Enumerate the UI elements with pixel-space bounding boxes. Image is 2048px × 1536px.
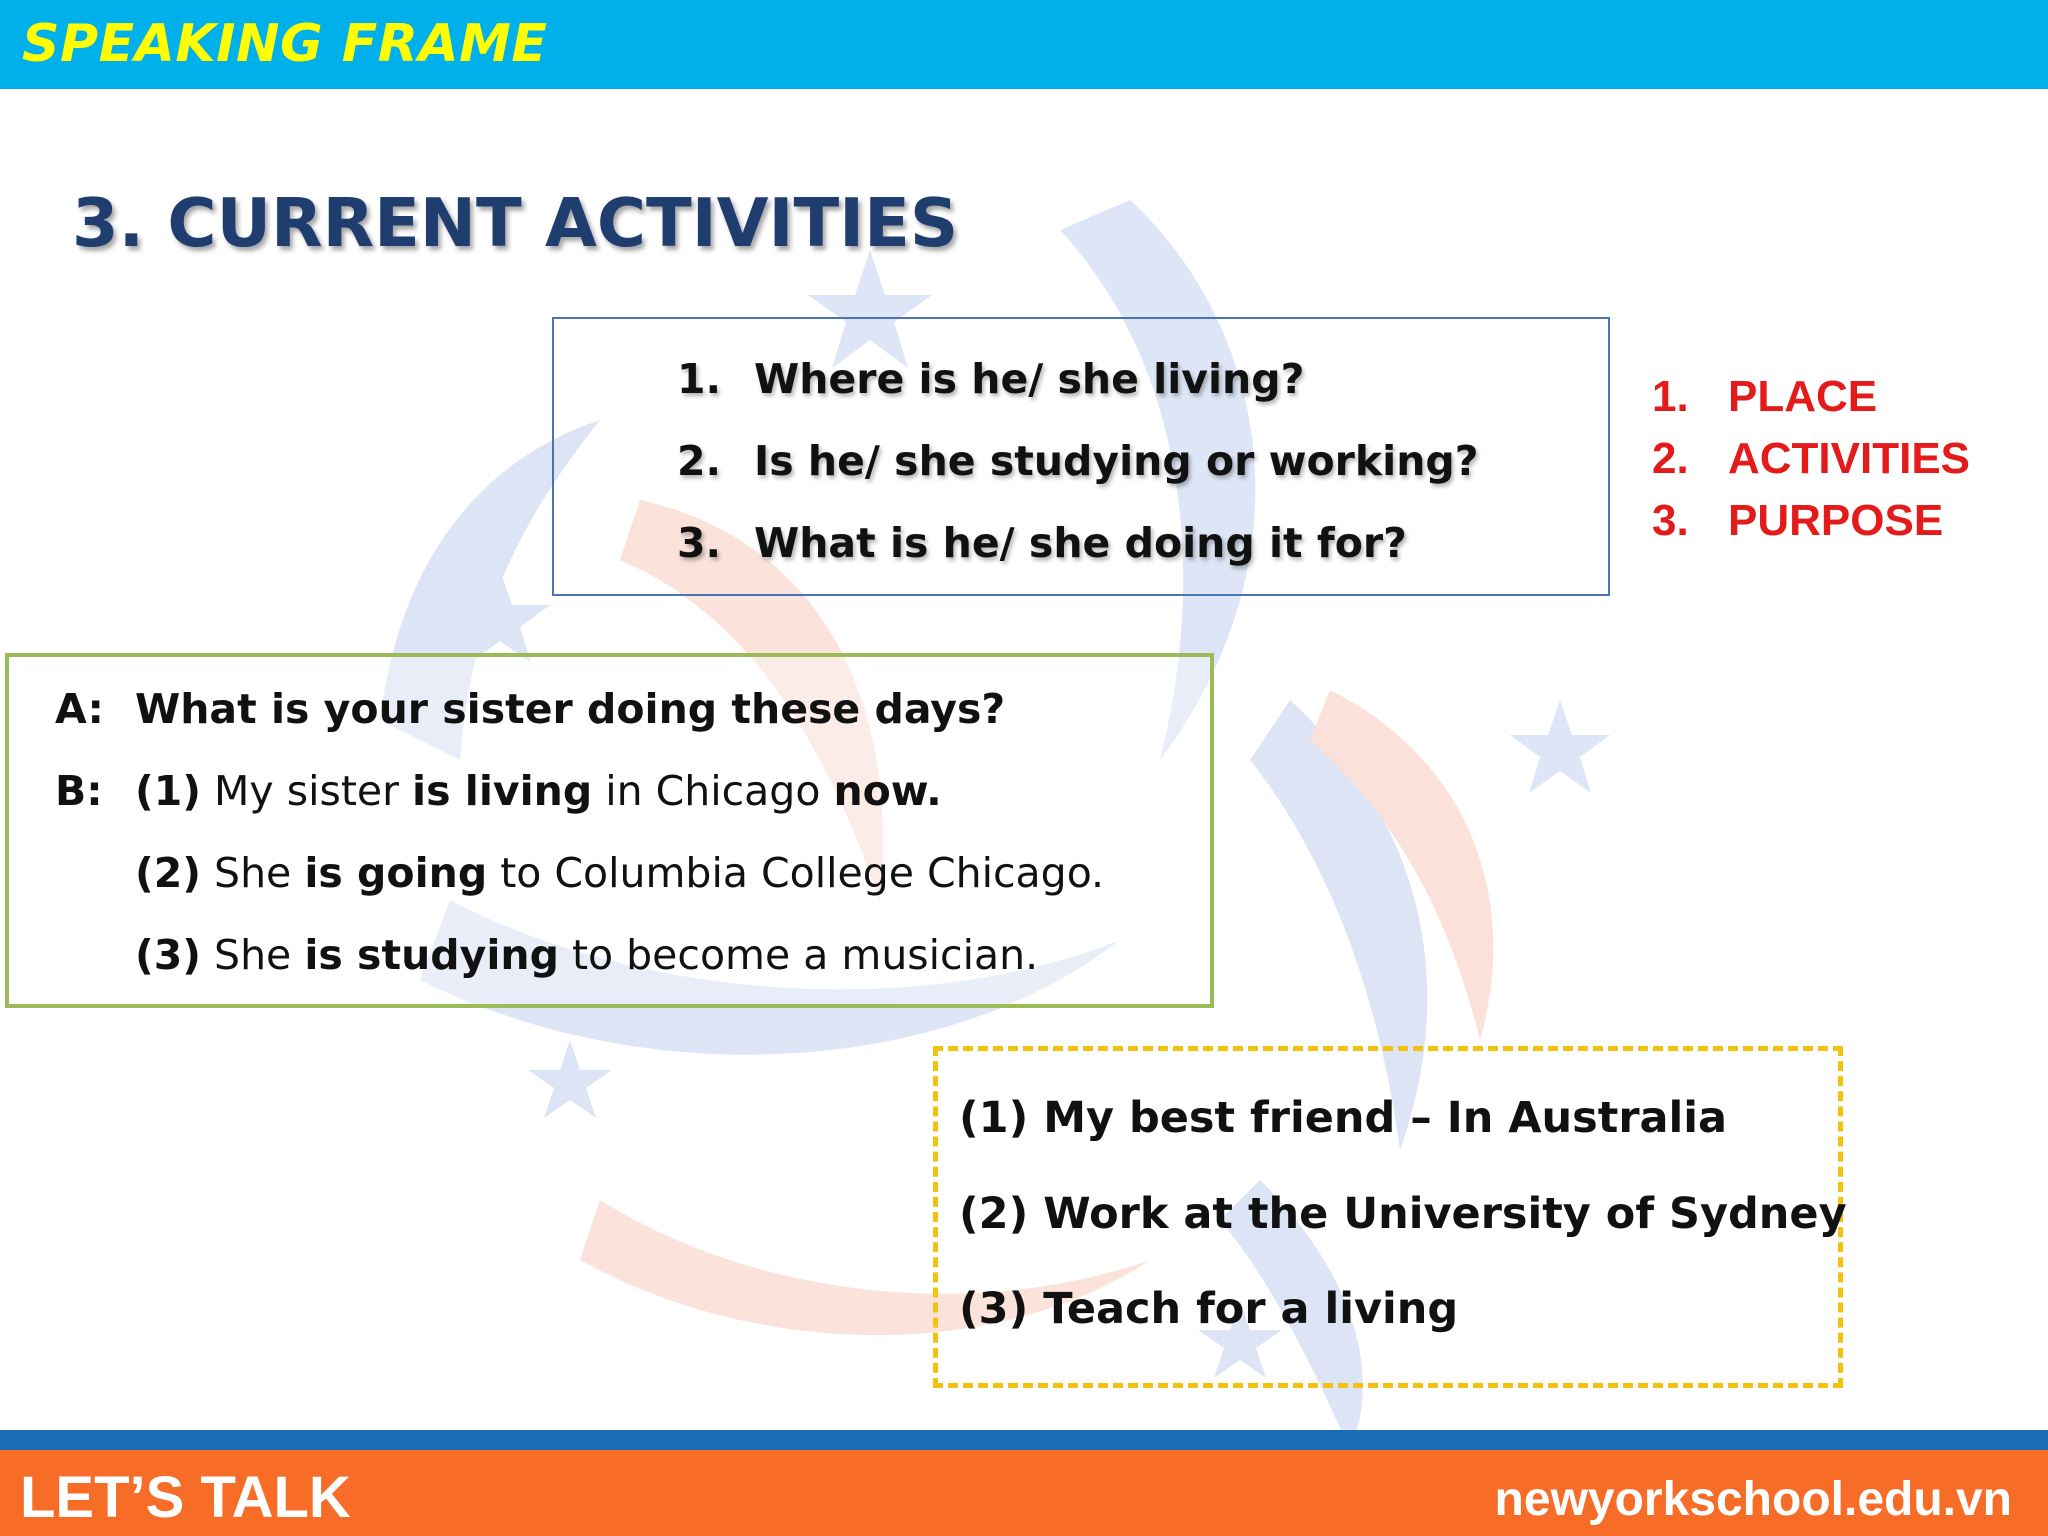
top-banner bbox=[0, 0, 2048, 89]
question-item bbox=[677, 355, 1304, 403]
answer-text: She bbox=[201, 931, 305, 979]
practice-item: (1) My best friend – In Australia bbox=[959, 1093, 1728, 1143]
answer-number: (1) bbox=[135, 767, 202, 815]
footer-divider bbox=[0, 1430, 2048, 1450]
category-item bbox=[1652, 428, 1970, 490]
practice-item: (2) Work at the University of Sydney bbox=[959, 1189, 1847, 1239]
answer-text: to become a musician. bbox=[558, 931, 1039, 979]
question-text: Where is he/ she living? bbox=[754, 355, 1305, 403]
speaker-a-label: A: bbox=[55, 685, 104, 733]
answer-text: in Chicago bbox=[592, 767, 834, 815]
answer-text: My sister bbox=[201, 767, 413, 815]
category-label: PLACE bbox=[1728, 372, 1878, 421]
category-label: PURPOSE bbox=[1728, 496, 1944, 545]
answer-emphasis: now. bbox=[833, 767, 942, 815]
question-text: What is he/ she doing it for? bbox=[754, 519, 1407, 567]
category-label: ACTIVITIES bbox=[1728, 434, 1971, 483]
answer-text: She bbox=[201, 849, 305, 897]
question-item bbox=[677, 437, 1479, 485]
answer-number: (2) bbox=[135, 849, 202, 897]
footer-bar bbox=[0, 1450, 2048, 1536]
practice-item: (3) Teach for a living bbox=[959, 1284, 1459, 1334]
category-number: 1. bbox=[1652, 372, 1689, 421]
footer-brand: LET’S TALK bbox=[20, 1465, 351, 1530]
practice-prompt-box bbox=[933, 1046, 1847, 1388]
question-number: 1. bbox=[677, 355, 722, 403]
answer-verb: is studying bbox=[304, 931, 559, 979]
category-number: 2. bbox=[1652, 434, 1689, 483]
category-number: 3. bbox=[1652, 496, 1689, 545]
question-text: Is he/ she studying or working? bbox=[754, 437, 1479, 485]
category-list bbox=[1652, 366, 1970, 552]
banner-title: SPEAKING FRAME bbox=[22, 14, 548, 74]
sample-dialog-box bbox=[5, 653, 1214, 1008]
speaker-b-label: B: bbox=[55, 767, 103, 815]
question-number: 3. bbox=[677, 519, 722, 567]
footer-website: newyorkschool.edu.vn bbox=[1494, 1473, 2012, 1526]
answer-verb: is living bbox=[412, 767, 593, 815]
answer-line bbox=[135, 931, 1038, 979]
answer-verb: is going bbox=[304, 849, 488, 897]
answer-line bbox=[135, 849, 1104, 897]
question-number: 2. bbox=[677, 437, 722, 485]
answer-text: to Columbia College Chicago. bbox=[487, 849, 1105, 897]
answer-number: (3) bbox=[135, 931, 202, 979]
speaker-a-question: What is your sister doing these days? bbox=[135, 685, 1006, 733]
category-item bbox=[1652, 490, 1970, 552]
section-heading: 3. CURRENT ACTIVITIES bbox=[72, 184, 959, 262]
guiding-questions-box bbox=[552, 317, 1610, 596]
answer-line bbox=[135, 767, 942, 815]
category-item bbox=[1652, 366, 1970, 428]
question-item bbox=[677, 519, 1407, 567]
